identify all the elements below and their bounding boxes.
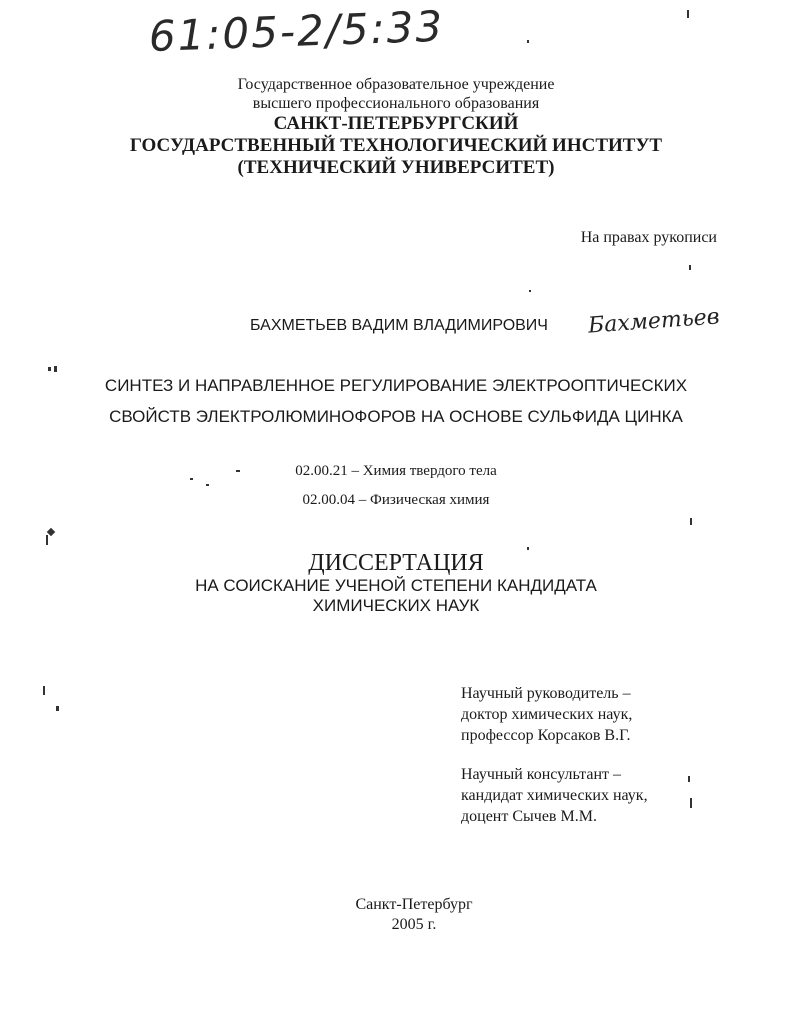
dissertation-heading: ДИССЕРТАЦИЯ bbox=[308, 550, 484, 576]
footer-city: Санкт-Петербург bbox=[355, 896, 473, 913]
supervisor-degree: доктор химических наук, bbox=[461, 706, 633, 723]
consultant-role: Научный консультант – bbox=[461, 766, 621, 783]
scan-speck bbox=[690, 518, 692, 525]
author-signature: Бахметьев bbox=[587, 304, 721, 339]
scan-speck bbox=[690, 798, 692, 808]
specialty-2: 02.00.04 – Физическая химия bbox=[302, 492, 490, 508]
scan-speck bbox=[687, 10, 689, 18]
scan-speck bbox=[689, 265, 691, 270]
advisors-block bbox=[461, 683, 741, 827]
scan-speck bbox=[48, 367, 51, 371]
consultant-degree: кандидат химических наук, bbox=[461, 787, 648, 804]
scan-speck bbox=[54, 366, 57, 372]
dissertation-type bbox=[0, 550, 792, 616]
org-name-line-3: (ТЕХНИЧЕСКИЙ УНИВЕРСИТЕТ) bbox=[237, 157, 555, 178]
organization-header bbox=[0, 75, 792, 179]
title-line-2: СВОЙСТВ ЭЛЕКТРОЛЮМИНОФОРОВ НА ОСНОВЕ СУЛЬФИДА ЦИНКА bbox=[109, 407, 683, 426]
scan-speck bbox=[46, 535, 48, 545]
org-name-line-2: ГОСУДАРСТВЕННЫЙ ТЕХНОЛОГИЧЕСКИЙ ИНСТИТУТ bbox=[129, 135, 663, 156]
supervisor-role: Научный руководитель – bbox=[461, 685, 631, 702]
scan-speck bbox=[56, 706, 59, 711]
scan-speck bbox=[47, 528, 55, 536]
author-name: БАХМЕТЬЕВ ВАДИМ ВЛАДИМИРОВИЧ bbox=[250, 317, 548, 334]
scan-speck bbox=[236, 470, 240, 472]
title-line-1: СИНТЕЗ И НАПРАВЛЕННОЕ РЕГУЛИРОВАНИЕ ЭЛЕКТРООПТИЧЕСКИХ bbox=[104, 376, 688, 395]
degree-line-2: ХИМИЧЕСКИХ НАУК bbox=[312, 596, 480, 615]
consultant-name: доцент Сычев М.М. bbox=[461, 808, 597, 825]
scan-speck bbox=[529, 290, 531, 292]
org-level-line: высшего профессионального образования bbox=[252, 95, 540, 112]
org-name-line-1: САНКТ-ПЕТЕРБУРГСКИЙ bbox=[273, 113, 519, 134]
scan-speck bbox=[527, 40, 529, 43]
specialty-1: 02.00.21 – Химия твердого тела bbox=[295, 463, 497, 479]
org-type-line: Государственное образовательное учреждение bbox=[237, 76, 555, 93]
scan-speck bbox=[190, 478, 193, 480]
archive-code: 61:05-2/5:33 bbox=[148, 1, 445, 61]
manuscript-note: На правах рукописи bbox=[580, 229, 717, 246]
footer bbox=[0, 895, 792, 935]
dissertation-title bbox=[0, 370, 792, 432]
scan-speck bbox=[206, 484, 209, 486]
footer-year: 2005 г. bbox=[391, 916, 437, 933]
scan-speck bbox=[688, 776, 690, 782]
degree-line-1: НА СОИСКАНИЕ УЧЕНОЙ СТЕПЕНИ КАНДИДАТА bbox=[195, 576, 597, 595]
scan-speck bbox=[43, 686, 45, 695]
scan-speck bbox=[527, 547, 529, 550]
supervisor-name: профессор Корсаков В.Г. bbox=[461, 727, 631, 744]
